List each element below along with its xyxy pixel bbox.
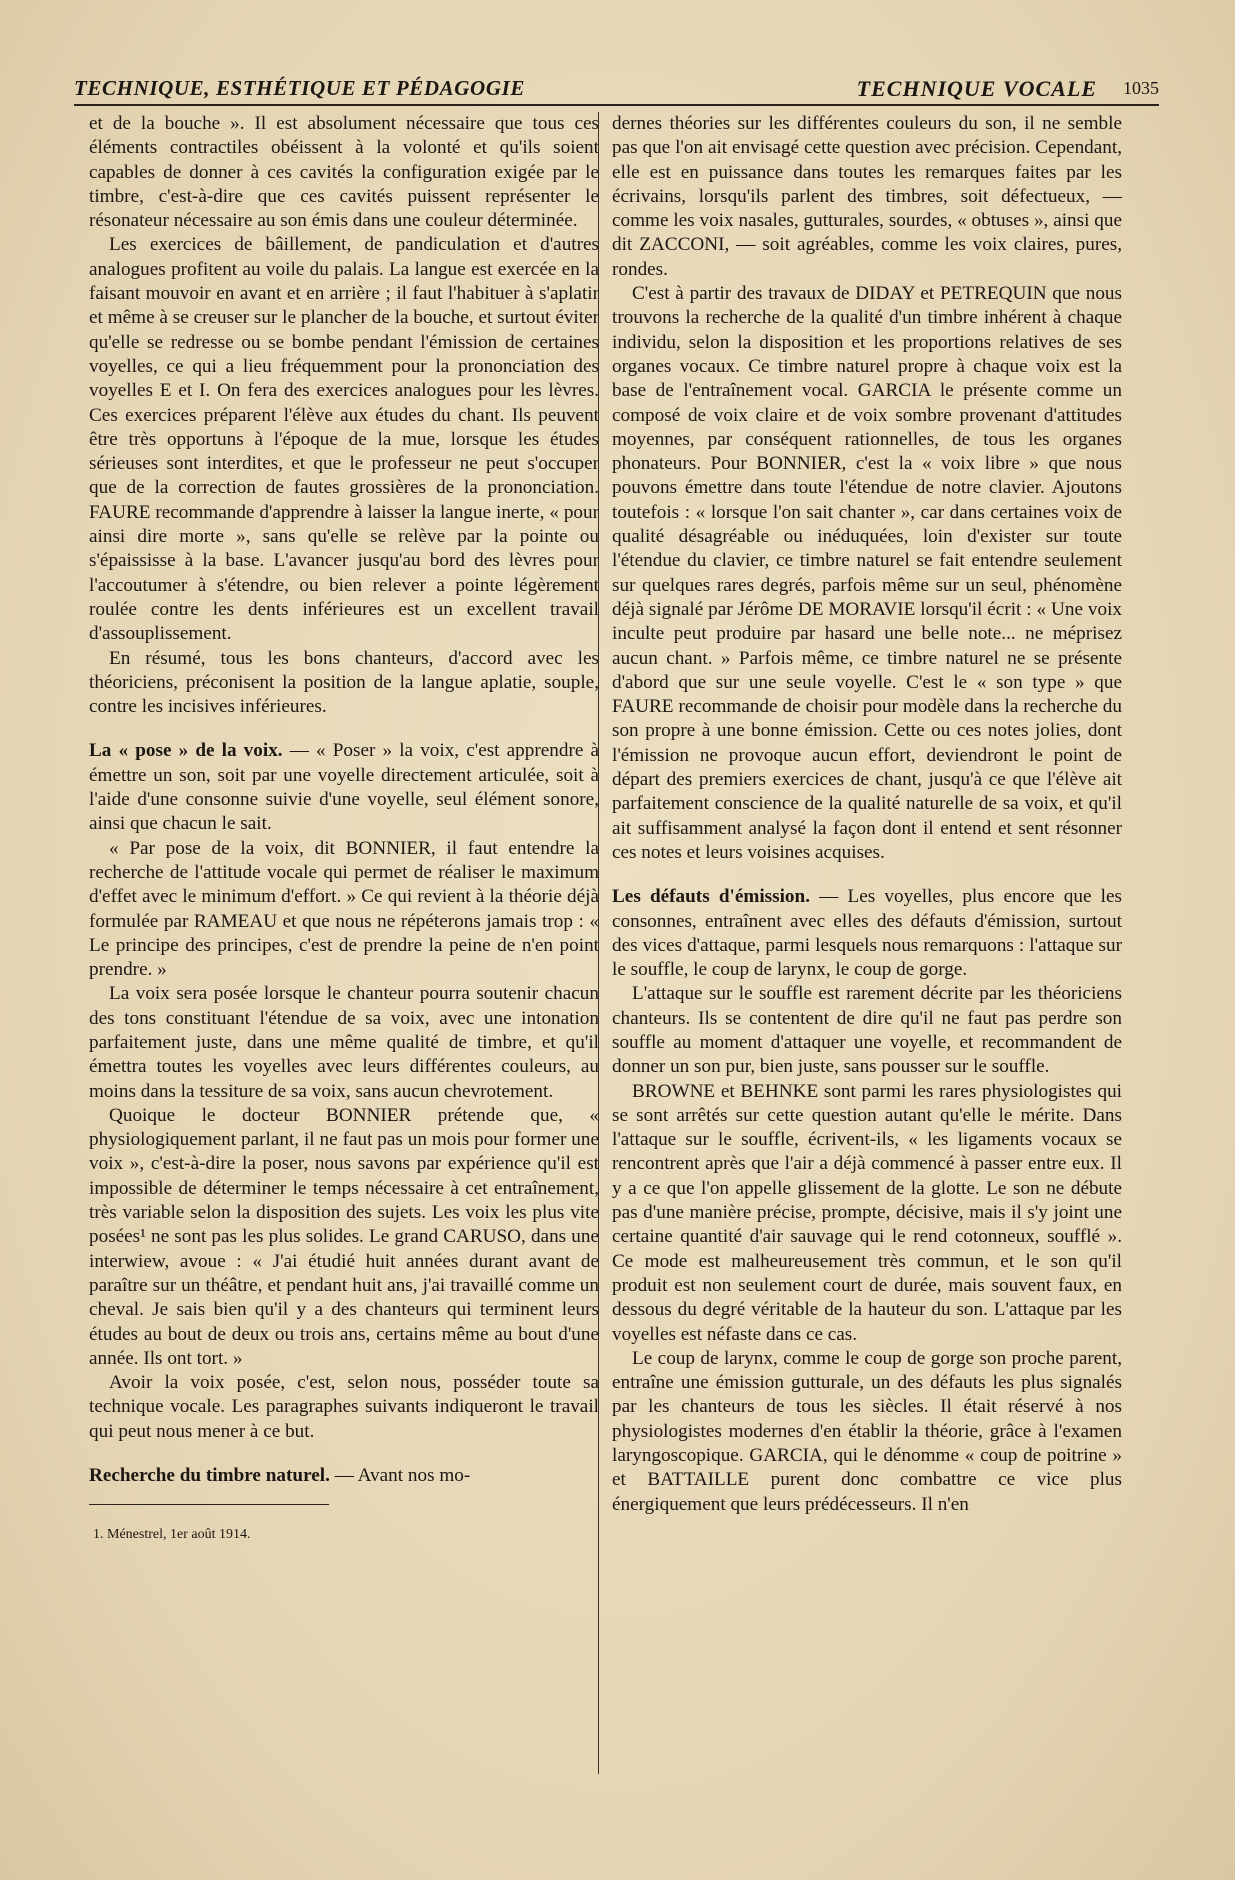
spacer <box>89 1444 599 1464</box>
header-right: TECHNIQUE VOCALE <box>856 76 1097 101</box>
section-paragraph <box>612 885 1122 982</box>
header-left: TECHNIQUE, ESTHÉTIQUE ET PÉDAGOGIE <box>74 76 525 100</box>
right-column <box>612 112 1122 1517</box>
paragraph: Les exercices de bâillement, de pandiculation et d'autres analogues profitent au voile du palais. La langue est exercée en la faisant mouvoir en avant et en arrière ; il faut l'habituer à s'aplatir et même à se creuser sur le plancher de la bouche, et surtout éviter qu'elle se redresse ou se bombe pendant l'émission de certaines voyelles, ce qui a lieu fréquemment pour la prononciation des voyelles E et I. On fera des exercices analogues pour les lèvres. Ces exercices préparent l'élève aux études du chant. Ils peuvent être très opportuns à l'époque de la mue, lorsque les études sérieuses sont interdites, et que le professeur ne peut s'occuper que de la correction de fautes grossières de la prononciation. FAURE recommande d'apprendre à laisser la langue inerte, « pour ainsi dire morte », sans qu'elle se relève par la pointe ou s'épaississe à la base. L'avancer jusqu'au bord des lèvres pour l'accoutumer à s'étendre, ou bien relever a pointe légèrement roulée contre les dents inférieures est un excellent travail d'assouplissement. <box>89 234 599 645</box>
section-paragraph <box>89 739 599 836</box>
paragraph: La voix sera posée lorsque le chanteur pourra soutenir chacun des tons constituant l'étendue de sa voix, avec une intonation parfaitement juste, dans une même qualité de timbre, et qu'il émettra toutes les voyelles avec leurs différentes couleurs, au moins dans la tessiture de sa voix, sans aucun chevrotement. <box>89 983 599 1102</box>
section-text: — Les voyelles, plus encore que les consonnes, entraînent avec elles des défauts d'émission, surtout des vices d'attaque, parmi lesquels nous remarquons : l'attaque sur le souffle, le coup de larynx, le coup de gorge. <box>612 886 1123 981</box>
paragraph: C'est à partir des travaux de DIDAY et PETREQUIN que nous trouvons la recherche de la qualité d'un timbre inhérent à chaque individu, selon la disposition et les proportions relatives de ses organes vocaux. Ce timbre naturel propre à chaque voix est la base de l'entraînement vocal. GARCIA le présente comme un composé de voix claire et de voix sombre provenant d'attitudes moyennes, par conséquent rationnelles, de tous les organes phonateurs. Pour BONNIER, c'est la « voix libre » que nous pouvons émettre dans toute l'étendue de notre clavier. Ajoutons toutefois : « lorsque l'on sait chanter », car dans certaines voix de qualité désagréable ou inéduquées, loin d'exister sur toute l'étendue du clavier, ce timbre naturel se fait entendre seulement sur quelques rares degrés, parfois même sur un seul, phénomène déjà signalé par Jérôme DE MORAVIE lorsqu'il écrit : « Une voix inculte peut produire par hasard une belle note... ne méprisez aucun chant. » Parfois même, ce timbre naturel ne se présente d'abord que sur une seule voyelle. C'est le « son type » que FAURE recommande de choisir pour modèle dans la recherche du son propre à une bonne émission. Cette ou ces notes jolies, dont l'émission ne provoque aucun effort, deviendront le point de départ des premiers exercices de chant, jusqu'à ce que l'élève ait parfaitement conscience de la qualité naturelle de sa voix, et qu'il ait suffisamment analysé la façon dont il entend et sent résonner ces notes et leurs voisines acquises. <box>612 283 1122 863</box>
section-text: — Avant nos mo- <box>329 1465 471 1487</box>
footnote-rule <box>89 1504 329 1505</box>
paragraph: Le coup de larynx, comme le coup de gorge son proche parent, entraîne une émission gutturale, un des défauts les plus signalés par les chanteurs de tous les siècles. Il était réservé à nos physiologistes modernes d'en établir la théorie, grâce à l'examen laryngoscopique. GARCIA, qui le dénomme « coup de poitrine » et BATTAILLE purent donc combattre ce vice plus énergiquement que leurs prédécesseurs. Il n'en <box>612 1347 1122 1515</box>
running-header <box>74 74 1159 106</box>
spacer <box>89 719 599 739</box>
paragraph: L'attaque sur le souffle est rarement décrite par les théoriciens chanteurs. Ils se contentent de dire qu'il ne faut pas perdre son souffle au moment d'attaquer une voyelle, et recommandent de donner un son pur, bien juste, sans pousser sur le souffle. <box>612 983 1122 1078</box>
section-title: La « pose » de la voix. <box>89 740 283 762</box>
paragraph: BROWNE et BEHNKE sont parmi les rares physiologistes qui se sont arrêtés sur cette question autant qu'elle le mérite. Dans l'attaque sur le souffle, écrivent-ils, « les ligaments vocaux se rencontrent après que l'air a déjà commencé à passer entre eux. Il y a ce que l'on appelle glissement de la glotte. Le son ne débute pas d'une manière précise, prompte, décisive, mais il s'y joint une certaine quantité d'air sauvage qui le rend cotonneux, soufflé ». Ce mode est malheureusement très commun, et le son qu'il produit est non seulement court de durée, mais souvent faux, en dessous du degré véritable de la hauteur du son. L'attaque par les voyelles est néfaste dans ce cas. <box>612 1080 1122 1345</box>
footnote: 1. Ménestrel, 1er août 1914. <box>93 1527 251 1543</box>
spacer <box>612 865 1122 885</box>
paragraph: Avoir la voix posée, c'est, selon nous, posséder toute sa technique vocale. Les paragraphes suivants indiqueront le travail qui peut nous mener à ce but. <box>89 1372 599 1442</box>
section-title: Les défauts d'émission. <box>612 886 810 908</box>
paragraph: « Par pose de la voix, dit BONNIER, il faut entendre la recherche de l'attitude vocale qui permet de réaliser le maximum d'effet avec le minimum d'effort. » Ce qui revient à la théorie déjà formulée par RAMEAU et que nous ne répéterons jamais trop : « Le principe des principes, c'est de prendre la peine de n'en point prendre. » <box>89 837 599 981</box>
paragraph: dernes théories sur les différentes couleurs du son, il ne semble pas que l'on ait envisagé cette question avec précision. Cependant, elle est en puissance dans toutes les remarques faites par les écrivains, lorsqu'ils parlent des timbres, soit défectueux, — comme les voix nasales, gutturales, sourdes, « obtuses », ainsi que dit ZACCONI, — soit agréables, comme les voix claires, pures, rondes. <box>612 113 1122 280</box>
paragraph: et de la bouche ». Il est absolument nécessaire que tous ces éléments contractiles obéissent à la volonté et qu'ils soient capables de donner à ces cavités la configuration exigée par le timbre, c'est-à-dire que ces cavités puissent représenter le résonateur nécessaire au son émis dans une couleur déterminée. <box>89 113 599 232</box>
section-text: — « Poser » la voix, c'est apprendre à émettre un son, soit par une voyelle directement articulée, soit à l'aide d'une consonne suivie d'une voyelle, seul élément sonore, ainsi que chacun le sait. <box>89 740 599 835</box>
left-column <box>89 112 599 1548</box>
paragraph: En résumé, tous les bons chanteurs, d'accord avec les théoriciens, préconisent la position de la langue aplatie, souple, contre les incisives inférieures. <box>89 647 599 718</box>
section-paragraph <box>89 1464 599 1488</box>
page-number: 1035 <box>1123 78 1159 98</box>
section-title: Recherche du timbre naturel. <box>89 1465 330 1487</box>
paragraph: Quoique le docteur BONNIER prétende que, « physiologiquement parlant, il ne faut pas un mois pour former une voix », c'est-à-dire la poser, nous savons par expérience qu'il est impossible de déterminer le temps nécessaire à cet entraînement, très variable selon la disposition des sujets. Les voix les plus vite posées¹ ne sont pas les plus solides. Le grand CARUSO, dans une interwiew, avoue : « J'ai étudié huit années durant avant de paraître sur un théâtre, et pendant huit ans, j'ai travaillé comme un cheval. Je sais bien qu'il y a des chanteurs qui terminent leurs études au bout de deux ou trois ans, certains même au bout d'une année. Ils ont tort. » <box>89 1104 599 1369</box>
